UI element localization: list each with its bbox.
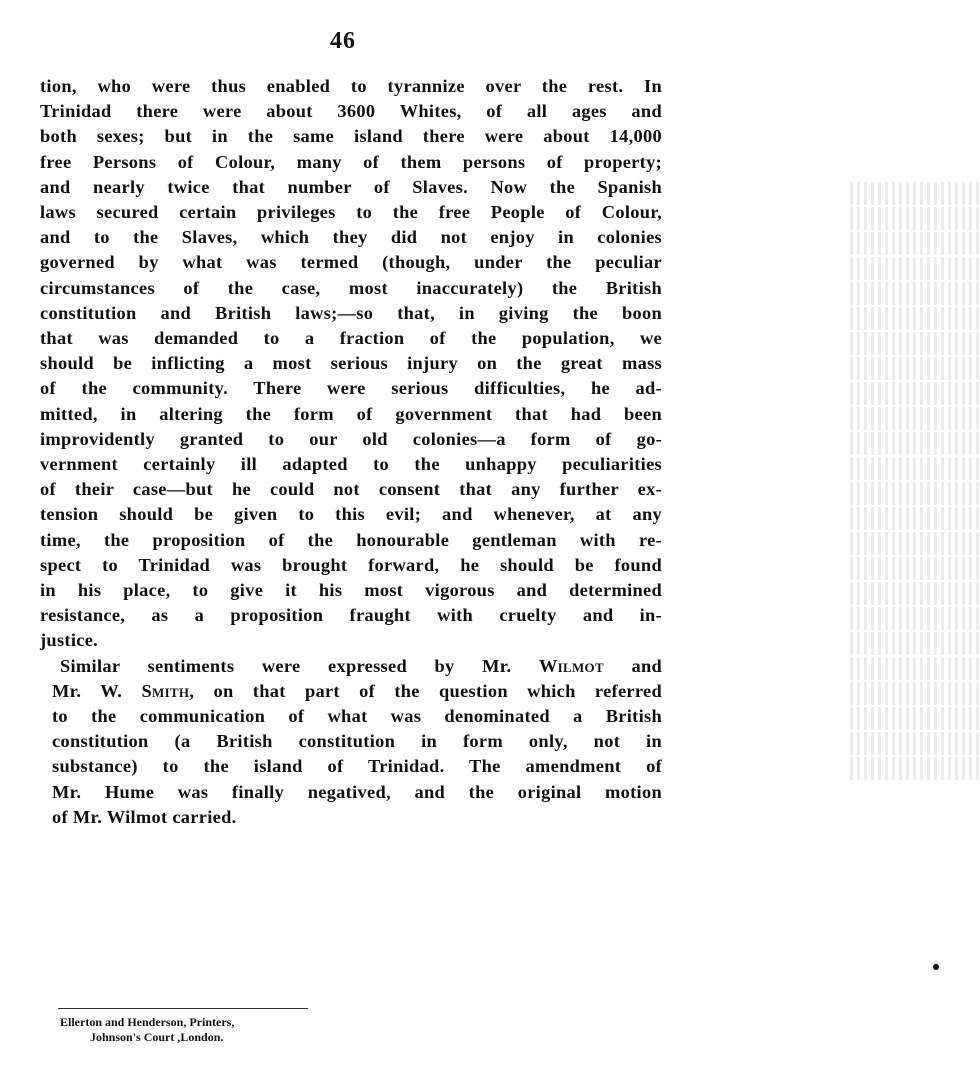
text-line: Trinidad there were about 3600 Whites, of all ages and [40,101,662,122]
text-line: substance) to the island of Trinidad. The amendment of [52,756,662,777]
text-line: governed by what was termed (though, under the peculiar [40,252,662,273]
bleed-line [850,557,980,580]
text-line: vernment certainly ill adapted to the unhappy peculiarities [40,454,662,475]
text-line [40,654,662,679]
imprint-rule [58,1008,308,1009]
page-number: 46 [330,28,356,54]
text-line: justice. [40,630,99,651]
bleed-line [850,207,980,230]
bleed-line [850,607,980,630]
text-line: resistance, as a proposition fraught with cruelty and in- [40,605,662,626]
speaker-name-smith: Smith [141,680,190,701]
bleed-line [850,332,980,355]
text-fragment: and [603,655,663,676]
bleed-line [850,507,980,530]
text-line: and nearly twice that number of Slaves. Now the Spanish [40,176,662,197]
bleed-line [850,707,980,730]
bleed-line [850,232,980,255]
text-line: constitution (a British constitution in form only, not in [52,731,662,752]
text-fragment: , on that part of the question which referred [189,680,662,701]
body-text [40,74,662,830]
text-line: time, the proposition of the honourable gentleman with re- [40,529,662,550]
text-line: free Persons of Colour, many of them persons of property; [40,151,662,172]
text-fragment: Similar sentiments were expressed by Mr. [60,655,539,676]
text-line: that was demanded to a fraction of the population, we [40,328,662,349]
bleed-line [850,732,980,755]
bleed-line [850,257,980,280]
bleed-line [850,432,980,455]
text-line: improvidently granted to our old colonies—a form of go- [40,428,662,449]
speaker-name-wilmot: Wilmot [538,655,604,676]
text-line: of Mr. Wilmot carried. [52,806,237,827]
printer-imprint [58,1015,308,1045]
bleed-line [850,282,980,305]
bleed-line [850,307,980,330]
text-line: tion, who were thus enabled to tyrannize over the rest. In [40,76,662,96]
bleed-line [850,757,980,780]
text-line: constitution and British laws;—so that, in giving the boon [40,302,662,323]
text-line: Mr. Hume was finally negatived, and the original motion [52,781,662,802]
bleed-line [850,182,980,205]
bleed-line [850,407,980,430]
text-line: mitted, in altering the form of government that had been [40,403,662,424]
bleed-line [850,382,980,405]
text-line: and to the Slaves, which they did not enjoy in colonies [40,227,662,248]
ink-spot [933,964,939,970]
text-line: circumstances of the case, most inaccurately) the British [40,277,662,298]
text-line: both sexes; but in the same island there were about 14,000 [40,126,662,147]
bleed-line [850,632,980,655]
imprint-line-1: Ellerton and Henderson, Printers, [60,1015,235,1029]
paragraph-2 [40,654,662,830]
bleed-line [850,457,980,480]
text-line: tension should be given to this evil; and whenever, at any [40,504,662,525]
text-line: of the community. There were serious difficulties, he ad- [40,378,662,399]
text-line: to the communication of what was denominated a British [52,706,662,727]
text-line: in his place, to give it his most vigorous and determined [40,580,662,601]
imprint-line-2: Johnson's Court ,London. [90,1030,224,1044]
bleed-line [850,657,980,680]
text-line: spect to Trinidad was brought forward, he should be found [40,554,662,575]
bleed-through-text [850,180,980,800]
bleed-line [850,532,980,555]
bleed-line [850,357,980,380]
text-line: laws secured certain privileges to the free People of Colour, [40,202,662,223]
bleed-line [850,482,980,505]
text-line [40,679,662,704]
text-line: should be inflicting a most serious injury on the great mass [40,353,662,374]
text-fragment: Mr. W. [52,680,142,701]
bleed-line [850,682,980,705]
paragraph-1 [40,74,662,654]
text-line: of their case—but he could not consent that any further ex- [40,479,662,500]
bleed-line [850,582,980,605]
